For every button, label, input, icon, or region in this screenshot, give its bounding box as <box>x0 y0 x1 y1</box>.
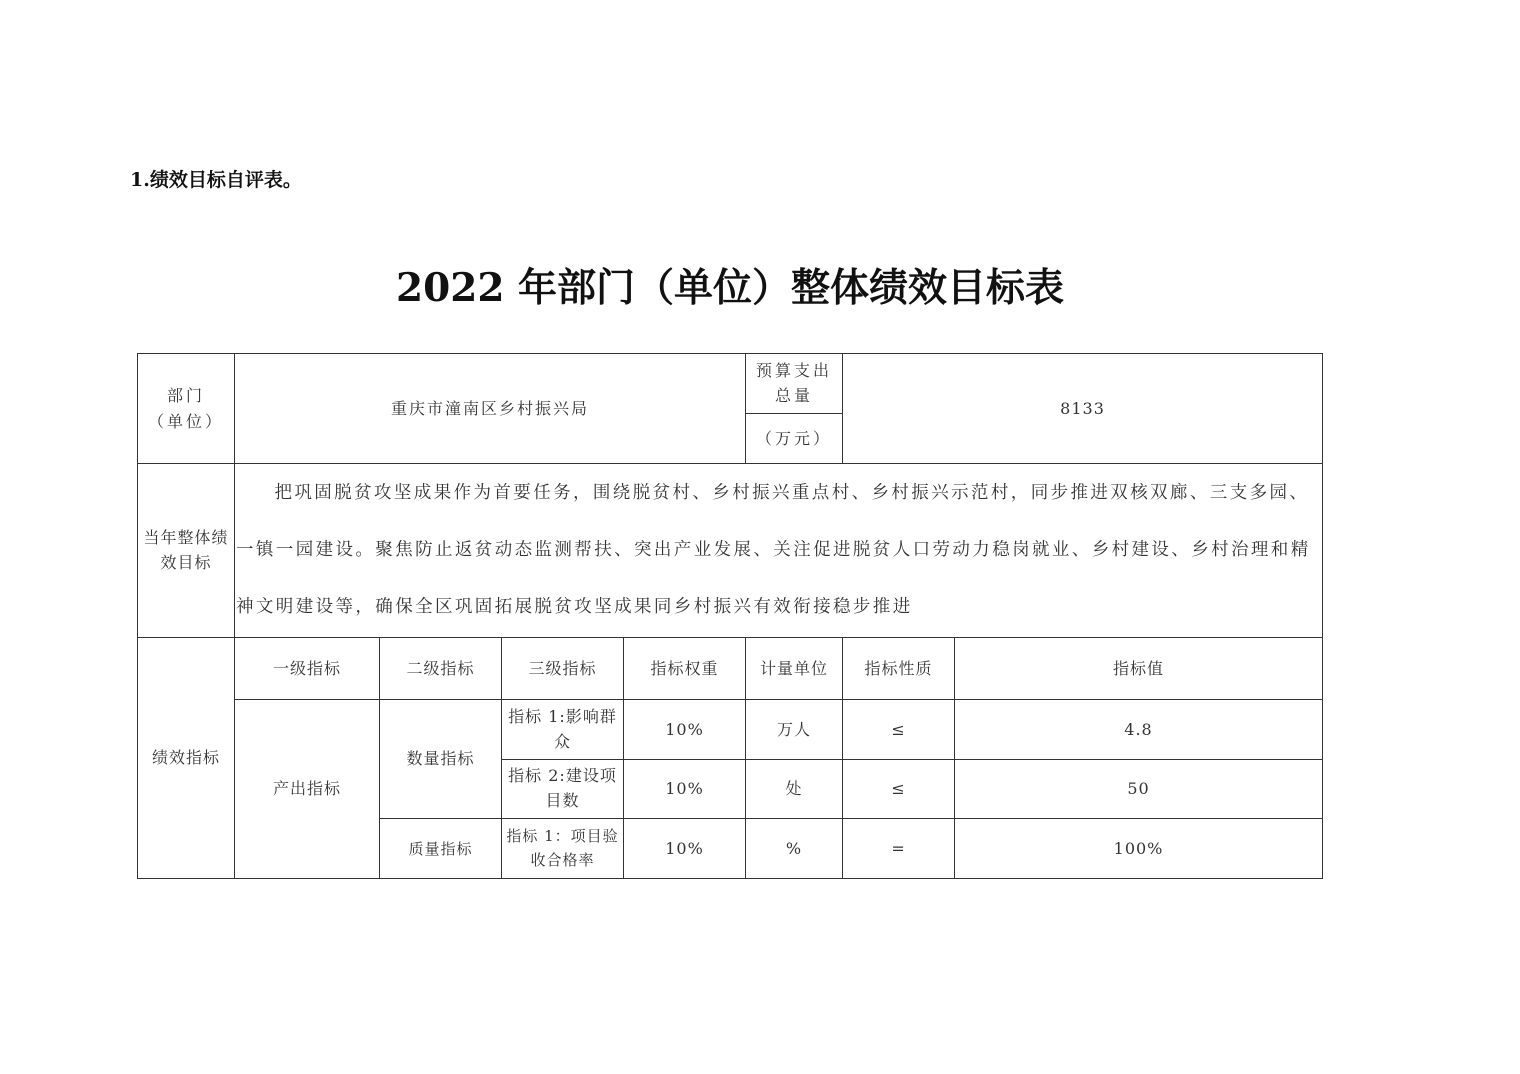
unit-cell: 处 <box>746 760 843 819</box>
dept-label: 部门 （单位） <box>138 354 235 464</box>
header-level1: 一级指标 <box>235 638 380 700</box>
goal-text: 把巩固脱贫攻坚成果作为首要任务，围绕脱贫村、乡村振兴重点村、乡村振兴示范村，同步推进双核双廊、三支多园、一镇一园建设。聚焦防止返贫动态监测帮扶、突出产业发展、关注促进脱贫人口劳动力稳岗就业、乡村建设、乡村治理和精神文明建设等，确保全区巩固拓展脱贫攻坚成果同乡村振兴有效衔接稳步推进 <box>235 464 1323 638</box>
budget-value: 8133 <box>843 354 1323 464</box>
header-level2: 二级指标 <box>380 638 502 700</box>
value-cell: 100% <box>955 819 1323 879</box>
performance-target-table <box>137 353 1323 879</box>
section-heading: 1.绩效目标自评表。 <box>130 169 302 191</box>
header-level3: 三级指标 <box>502 638 624 700</box>
weight-cell: 10% <box>624 819 746 879</box>
value-cell: 4.8 <box>955 700 1323 760</box>
goal-label: 当年整体绩效目标 <box>138 464 235 638</box>
level3-cell: 指标 2:建设项目数 <box>502 760 624 819</box>
weight-cell: 10% <box>624 700 746 760</box>
header-nature: 指标性质 <box>843 638 955 700</box>
level3-cell: 指标 1：项目验收合格率 <box>502 819 624 879</box>
indicator-label: 绩效指标 <box>138 638 235 879</box>
level1-output: 产出指标 <box>235 700 380 879</box>
level2-quantity: 数量指标 <box>380 700 502 819</box>
unit-cell: 万人 <box>746 700 843 760</box>
level3-cell: 指标 1:影响群众 <box>502 700 624 760</box>
dept-value: 重庆市潼南区乡村振兴局 <box>235 354 746 464</box>
header-weight: 指标权重 <box>624 638 746 700</box>
header-value: 指标值 <box>955 638 1323 700</box>
header-unit: 计量单位 <box>746 638 843 700</box>
unit-cell: % <box>746 819 843 879</box>
nature-cell: ≤ <box>843 700 955 760</box>
weight-cell: 10% <box>624 760 746 819</box>
nature-cell: = <box>843 819 955 879</box>
budget-unit: （万元） <box>746 414 843 464</box>
value-cell: 50 <box>955 760 1323 819</box>
level2-quality: 质量指标 <box>380 819 502 879</box>
nature-cell: ≤ <box>843 760 955 819</box>
budget-label: 预算支出总量 <box>746 354 843 414</box>
document-title: 2022 年部门（单位）整体绩效目标表 <box>395 265 1065 311</box>
